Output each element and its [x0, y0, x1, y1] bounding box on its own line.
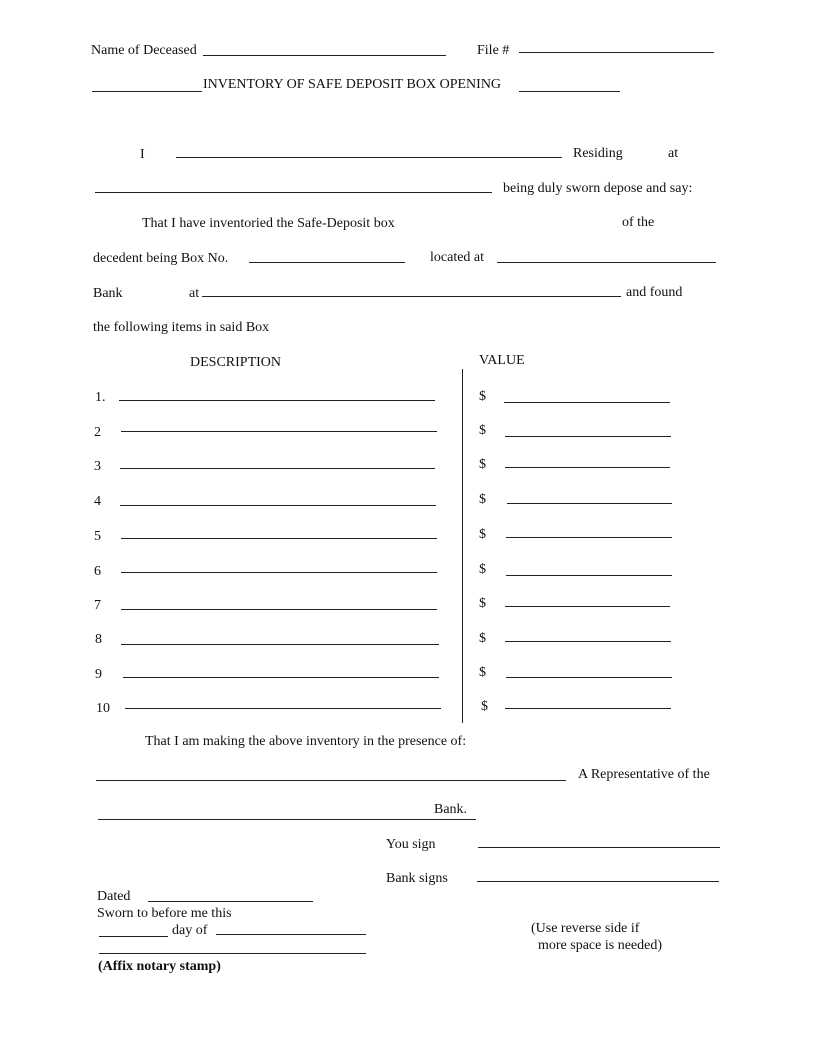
- dollar-sign: $: [479, 631, 486, 646]
- affiant-name-field[interactable]: [176, 157, 562, 158]
- bank-name-field[interactable]: [98, 819, 476, 820]
- name-of-deceased-label: Name of Deceased: [91, 43, 197, 58]
- bank-at-label: at: [189, 286, 200, 301]
- form-title: INVENTORY OF SAFE DEPOSIT BOX OPENING: [203, 77, 502, 92]
- dollar-sign: $: [479, 457, 486, 472]
- residing-label: Residing: [573, 146, 623, 161]
- day-of-label: day of: [172, 923, 208, 938]
- located-at-label: located at: [430, 250, 485, 265]
- row-description-field[interactable]: [121, 644, 439, 645]
- row-description-field[interactable]: [123, 677, 439, 678]
- row-description-field[interactable]: [121, 609, 437, 610]
- row-description-field[interactable]: [121, 572, 437, 573]
- row-value-field[interactable]: [505, 606, 670, 607]
- row-number: 10: [96, 701, 110, 716]
- name-of-deceased-field[interactable]: [203, 55, 446, 56]
- row-value-field[interactable]: [506, 537, 672, 538]
- bank-signature-field[interactable]: [477, 881, 719, 882]
- row-description-field[interactable]: [120, 468, 435, 469]
- bank-representative-field[interactable]: [96, 780, 566, 781]
- inventoried-label: That I have inventoried the Safe-Deposit box: [142, 216, 395, 231]
- and-found-label: and found: [626, 285, 683, 300]
- row-number: 6: [94, 564, 101, 579]
- row-number: 1.: [95, 390, 106, 405]
- dated-field[interactable]: [148, 901, 313, 902]
- day-field[interactable]: [99, 936, 168, 937]
- dollar-sign: $: [479, 527, 486, 542]
- row-number: 4: [94, 494, 101, 509]
- description-header: DESCRIPTION: [190, 355, 282, 370]
- bank-period-label: Bank.: [434, 802, 468, 817]
- row-description-field[interactable]: [121, 431, 437, 432]
- row-description-field[interactable]: [121, 538, 437, 539]
- dollar-sign: $: [481, 699, 488, 714]
- notary-stamp-label: (Affix notary stamp): [98, 959, 221, 974]
- row-description-field[interactable]: [119, 400, 435, 401]
- of-the-label: of the: [622, 215, 655, 230]
- row-number: 5: [94, 529, 101, 544]
- dollar-sign: $: [479, 423, 486, 438]
- row-value-field[interactable]: [504, 402, 670, 403]
- row-description-field[interactable]: [120, 505, 436, 506]
- row-number: 7: [94, 598, 101, 613]
- file-number-field[interactable]: [519, 52, 714, 53]
- row-value-field[interactable]: [505, 708, 671, 709]
- residence-field[interactable]: [95, 192, 492, 193]
- row-value-field[interactable]: [507, 503, 672, 504]
- bank-address-field[interactable]: [202, 296, 621, 297]
- row-number: 3: [94, 459, 101, 474]
- bank-label: Bank: [93, 286, 123, 301]
- following-items-label: the following items in said Box: [93, 320, 270, 335]
- file-number-label: File #: [477, 43, 510, 58]
- row-description-field[interactable]: [125, 708, 441, 709]
- dated-label: Dated: [97, 889, 131, 904]
- your-signature-field[interactable]: [478, 847, 720, 848]
- row-value-field[interactable]: [506, 677, 672, 678]
- box-location-field[interactable]: [497, 262, 716, 263]
- dollar-sign: $: [479, 596, 486, 611]
- title-left-rule: [92, 91, 202, 92]
- row-value-field[interactable]: [505, 467, 670, 468]
- row-number: 8: [95, 632, 102, 647]
- reverse-side-note-line1: (Use reverse side if: [531, 921, 640, 936]
- sworn-before-label: Sworn to before me this: [97, 906, 232, 921]
- you-sign-label: You sign: [386, 837, 436, 852]
- dollar-sign: $: [479, 389, 486, 404]
- row-value-field[interactable]: [505, 641, 671, 642]
- row-value-field[interactable]: [506, 575, 672, 576]
- month-year-field[interactable]: [216, 934, 366, 935]
- presence-statement: That I am making the above inventory in the presence of:: [145, 734, 467, 749]
- bank-signs-label: Bank signs: [386, 871, 448, 886]
- reverse-side-note-line2: more space is needed): [538, 938, 662, 953]
- representative-label: A Representative of the: [578, 767, 710, 782]
- dollar-sign: $: [479, 562, 486, 577]
- box-number-field[interactable]: [249, 262, 405, 263]
- row-number: 9: [95, 667, 102, 682]
- row-value-field[interactable]: [505, 436, 671, 437]
- dollar-sign: $: [479, 492, 486, 507]
- decedent-box-label: decedent being Box No.: [93, 251, 229, 266]
- value-header: VALUE: [479, 353, 525, 368]
- row-number: 2: [94, 425, 101, 440]
- column-divider: [462, 369, 463, 723]
- dollar-sign: $: [479, 665, 486, 680]
- residing-at-label: at: [668, 146, 679, 161]
- duly-sworn-label: being duly sworn depose and say:: [503, 181, 693, 196]
- i-label: I: [140, 147, 145, 162]
- title-right-rule: [519, 91, 620, 92]
- notary-signature-field[interactable]: [99, 953, 366, 954]
